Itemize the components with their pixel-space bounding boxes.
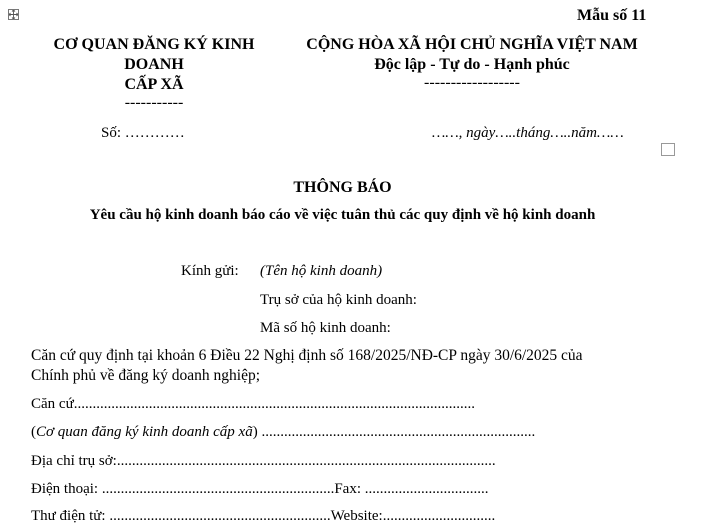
national-title: CỘNG HÒA XÃ HỘI CHỦ NGHĨA VIỆT NAM: [306, 36, 638, 53]
left-header-line3: CẤP XÃ: [124, 76, 184, 93]
cell-end-marker-icon: [661, 143, 675, 156]
form-number: Mẫu số 11: [577, 7, 647, 24]
right-header-rule: ------------------: [424, 74, 520, 91]
agency-field: (Cơ quan đăng ký kinh doanh cấp xã) .........................................................................: [31, 424, 536, 440]
recipient-name: (Tên hộ kinh doanh): [260, 263, 383, 279]
recipient-code: Mã số hộ kinh doanh:: [260, 320, 391, 336]
left-header-rule: -----------: [124, 94, 184, 111]
recipient-label: Kính gửi:: [181, 263, 239, 279]
address-field: Địa chỉ trụ sở:.....................................................................................................: [31, 453, 496, 469]
document-date: ……, ngày…..tháng…..năm……: [432, 125, 624, 141]
agency-name: Cơ quan đăng ký kinh doanh cấp xã: [36, 424, 253, 440]
left-header-line2: DOANH: [124, 56, 184, 73]
basis-line-2: Chính phủ về đăng ký doanh nghiệp;: [31, 367, 261, 384]
right-header: [286, 35, 658, 91]
document-number: Số: …………: [101, 125, 185, 141]
left-header-line1: CƠ QUAN ĐĂNG KÝ KINH: [53, 36, 255, 53]
notice-title: THÔNG BÁO: [293, 179, 392, 196]
table-move-handle-icon[interactable]: [8, 9, 19, 20]
recipient-office: Trụ sở của hộ kinh doanh:: [260, 292, 417, 308]
basis-line-1: Căn cứ quy định tại khoản 6 Điều 22 Nghị định số 168/2025/NĐ-CP ngày 30/6/2025 của: [31, 347, 583, 364]
email-website-field: Thư điện tử: ...........................................................Website:..............................: [31, 508, 496, 524]
notice-subtitle: Yêu cầu hộ kinh doanh báo cáo về việc tuân thủ các quy định về hộ kinh doanh: [89, 207, 596, 223]
phone-fax-field: Điện thoại: ..............................................................Fax: .................................: [31, 481, 489, 497]
agency-dots: ) .........................................................................: [252, 424, 536, 440]
basis-field: Căn cứ...........................................................................................................: [31, 396, 475, 412]
left-header: [24, 35, 284, 111]
national-motto: Độc lập - Tự do - Hạnh phúc: [374, 56, 570, 73]
